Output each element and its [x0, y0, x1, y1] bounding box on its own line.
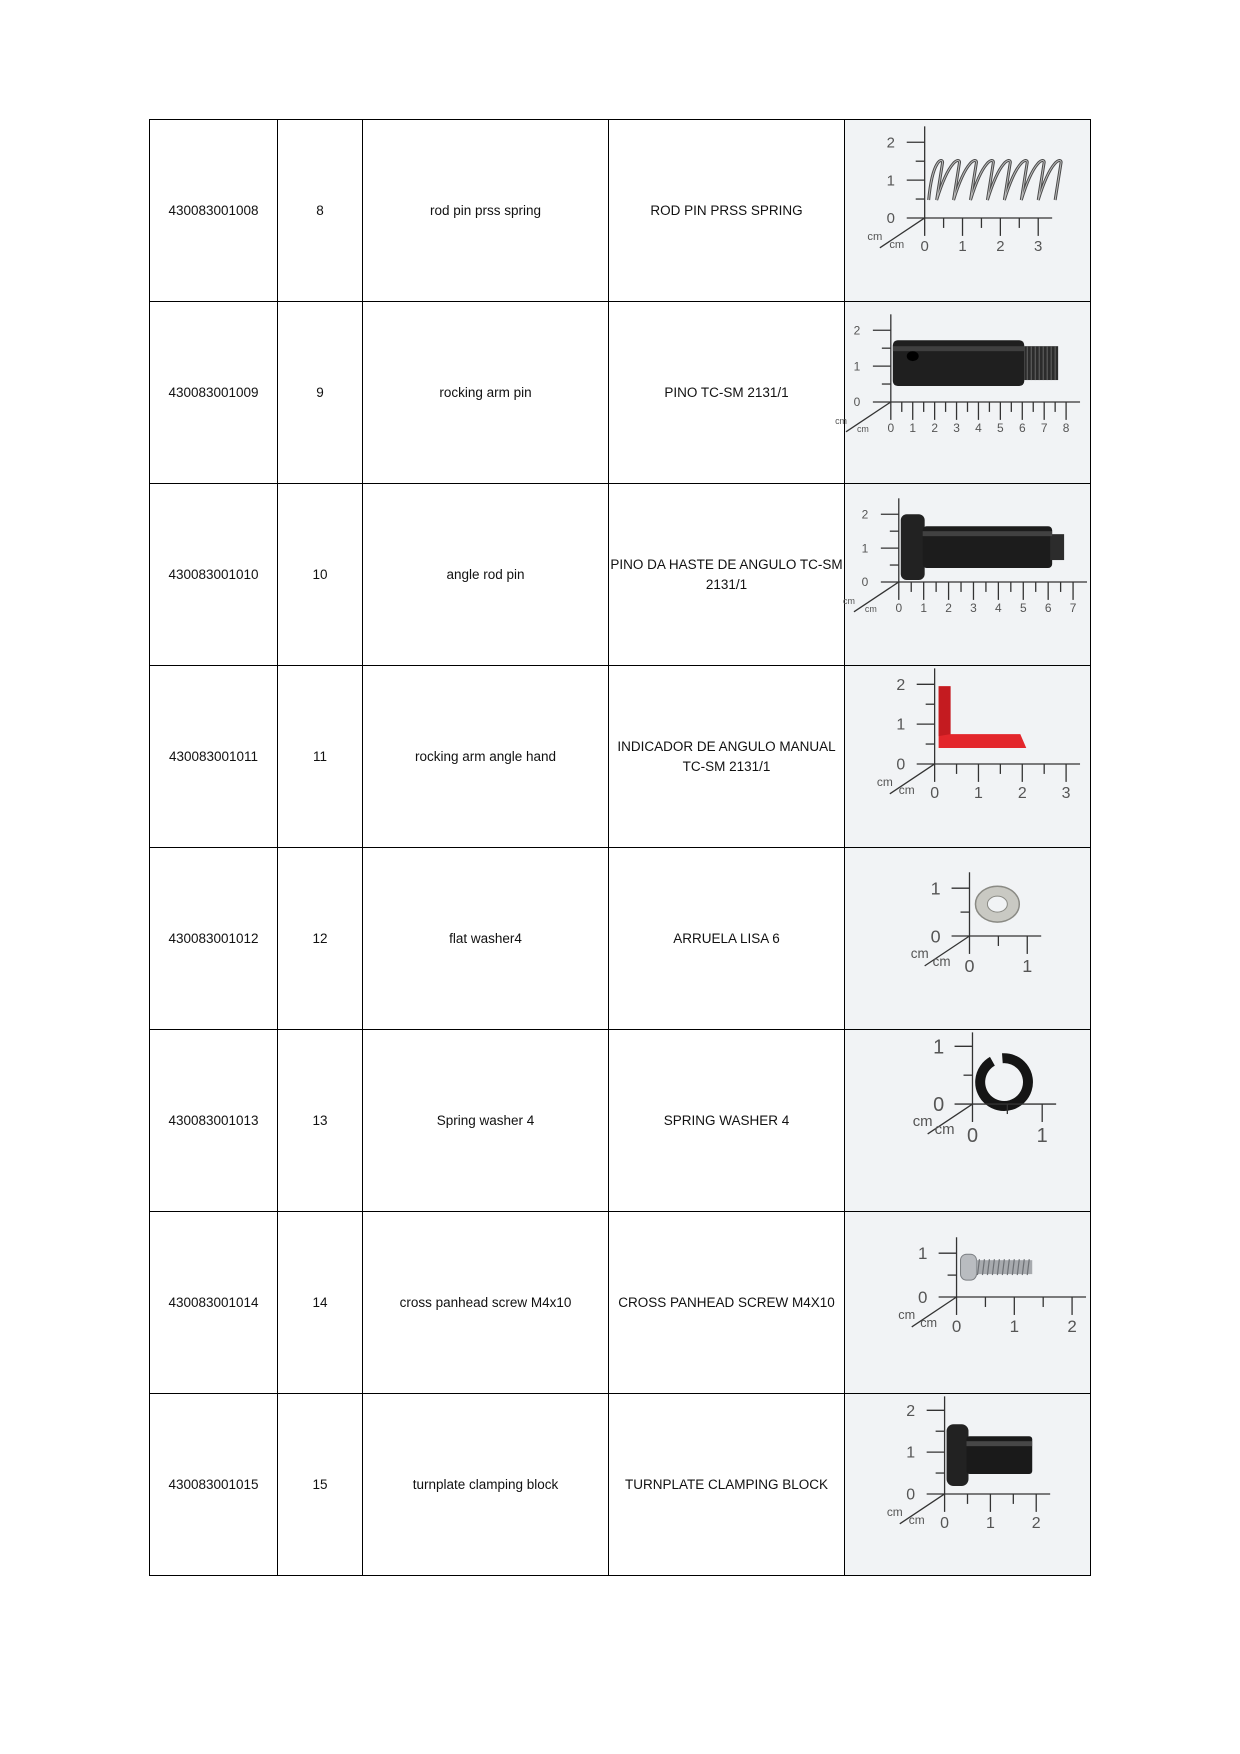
- scale-y-label: 2: [906, 1402, 916, 1420]
- scale-x-label: 0: [930, 784, 940, 802]
- scale-x-label: 0: [920, 237, 929, 255]
- description-pt: ROD PIN PRSS SPRING: [650, 202, 803, 218]
- description-en-cell: [363, 484, 609, 666]
- description-en: Spring washer 4: [436, 1112, 535, 1128]
- part-photo-cell: [845, 1212, 1091, 1394]
- part-code-cell: [150, 848, 278, 1030]
- item-number-cell: [278, 1394, 363, 1576]
- scale-x-label: 2: [1067, 1316, 1077, 1336]
- item-number: 14: [312, 1294, 328, 1310]
- pin-icon: [893, 340, 1058, 386]
- part-photo: [845, 848, 1090, 1029]
- part-photo: [845, 484, 1090, 665]
- scale-x-label: 8: [1062, 420, 1070, 435]
- description-pt-cell: [609, 1030, 845, 1212]
- photo-background: [845, 302, 1090, 482]
- scale-y-label: 0: [930, 926, 941, 947]
- item-number-cell: [278, 1030, 363, 1212]
- table-row: [150, 1030, 1091, 1212]
- scale-x-label: 2: [1031, 1514, 1041, 1532]
- part-code: 430083001012: [168, 930, 259, 946]
- part-photo-cell: [845, 120, 1091, 302]
- description-pt: ARRUELA LISA 6: [673, 930, 780, 946]
- scale-y-label: 0: [853, 395, 861, 410]
- scale-unit-label: cm: [843, 595, 855, 606]
- scale-x-label: 1: [920, 600, 927, 615]
- table-row: [150, 120, 1091, 302]
- scale-unit-label: cm: [856, 423, 869, 434]
- part-code-cell: [150, 666, 278, 848]
- scale-unit-label: cm: [932, 953, 951, 969]
- scale-y-label: 0: [933, 1094, 945, 1117]
- description-en: flat washer4: [449, 930, 522, 946]
- scale-y-label: 2: [886, 134, 895, 152]
- part-code-cell: [150, 120, 278, 302]
- description-pt-cell: [609, 666, 845, 848]
- scale-x-label: 7: [1040, 420, 1048, 435]
- scale-x-label: 0: [964, 955, 975, 976]
- scale-x-label: 3: [1061, 784, 1071, 802]
- description-en: rod pin prss spring: [429, 202, 542, 218]
- item-number: 9: [316, 384, 324, 400]
- scale-y-label: 1: [886, 172, 895, 190]
- table-row: [150, 1394, 1091, 1576]
- part-photo-cell: [845, 848, 1091, 1030]
- scale-y-label: 2: [853, 323, 861, 338]
- scale-x-label: 0: [887, 420, 895, 435]
- description-en: rocking arm angle hand: [414, 748, 557, 764]
- description-en-cell: [363, 1212, 609, 1394]
- scale-unit-label: cm: [886, 1504, 903, 1519]
- photo-background: [845, 484, 1090, 664]
- scale-unit-label: cm: [876, 774, 893, 789]
- part-photo-cell: [835, 302, 1091, 484]
- description-pt: PINO TC-SM 2131/1: [664, 384, 789, 400]
- scale-y-label: 0: [917, 1287, 928, 1307]
- part-code: 430083001009: [168, 384, 259, 400]
- parts-table: [149, 119, 1091, 1576]
- item-number: 8: [316, 202, 324, 218]
- part-code-cell: [150, 484, 278, 666]
- scale-y-label: 0: [896, 756, 906, 774]
- scale-x-label: 3: [953, 420, 960, 435]
- photo-background: [845, 1030, 1090, 1210]
- scale-x-label: 1: [1009, 1316, 1020, 1336]
- description-pt: CROSS PANHEAD SCREW M4X10: [618, 1294, 835, 1310]
- scale-x-label: 1: [958, 237, 967, 255]
- scale-y-label: 1: [930, 878, 941, 899]
- part-photo: [845, 1212, 1090, 1393]
- item-number-cell: [278, 302, 363, 484]
- scale-y-label: 0: [906, 1486, 916, 1504]
- item-number: 15: [312, 1476, 328, 1492]
- item-number: 10: [312, 566, 328, 582]
- scale-y-label: 1: [917, 1244, 928, 1264]
- scale-x-label: 4: [975, 420, 982, 435]
- description-pt-cell: [609, 848, 845, 1030]
- scale-x-label: 1: [1036, 1124, 1048, 1147]
- scale-y-label: 1: [933, 1036, 945, 1059]
- table-row: [150, 666, 1091, 848]
- item-number: 11: [312, 748, 327, 764]
- description-en-cell: [363, 1394, 609, 1576]
- item-number-cell: [278, 120, 363, 302]
- description-pt-cell: [609, 120, 845, 302]
- scale-x-label: 5: [1019, 600, 1027, 615]
- part-code: 430083001013: [168, 1112, 259, 1128]
- description-pt-cell: [609, 302, 845, 484]
- scale-unit-label: cm: [898, 782, 915, 797]
- scale-x-label: 2: [931, 420, 938, 435]
- description-pt-cell: [609, 1394, 845, 1576]
- table-row: [150, 302, 1091, 484]
- item-number: 12: [312, 930, 328, 946]
- description-en-cell: [363, 120, 609, 302]
- item-number-cell: [278, 848, 363, 1030]
- scale-y-label: 2: [896, 676, 906, 694]
- photo-background: [845, 848, 1090, 1028]
- photo-background: [845, 666, 1090, 846]
- part-code-cell: [150, 1212, 278, 1394]
- table-row: [150, 848, 1091, 1030]
- scale-x-label: 0: [966, 1124, 979, 1147]
- scale-x-label: 4: [995, 600, 1002, 615]
- part-photo-cell: [845, 484, 1091, 666]
- scale-unit-label: cm: [898, 1307, 916, 1322]
- description-en: cross panhead screw M4x10: [399, 1294, 572, 1310]
- scale-x-label: 2: [945, 600, 952, 615]
- washer-icon: [975, 886, 1019, 922]
- scale-x-label: 3: [970, 600, 977, 615]
- item-number-cell: [278, 666, 363, 848]
- scale-x-label: 6: [1044, 600, 1052, 615]
- description-pt: PINO DA HASTE DE ANGULO TC-SM 2131/1: [610, 556, 843, 592]
- part-code: 430083001010: [168, 566, 259, 582]
- part-code-cell: [150, 302, 278, 484]
- scale-x-label: 5: [997, 420, 1004, 435]
- scale-unit-label: cm: [889, 238, 905, 251]
- scale-y-label: 1: [861, 541, 869, 556]
- description-en: rocking arm pin: [439, 384, 532, 400]
- item-number-cell: [278, 484, 363, 666]
- part-photo: [845, 1394, 1090, 1575]
- scale-unit-label: cm: [908, 1512, 925, 1527]
- photo-background: [845, 120, 1090, 300]
- description-en-cell: [363, 302, 609, 484]
- scale-x-label: 2: [996, 237, 1005, 255]
- part-code-cell: [150, 1030, 278, 1212]
- scale-y-label: 0: [861, 575, 869, 590]
- part-code: 430083001015: [168, 1476, 259, 1492]
- part-code: 430083001008: [168, 202, 259, 218]
- part-photo-cell: [845, 1394, 1091, 1576]
- description-pt: INDICADOR DE ANGULO MANUAL TC-SM 2131/1: [617, 738, 836, 774]
- description-en: angle rod pin: [446, 566, 525, 582]
- scale-y-label: 1: [896, 716, 906, 734]
- description-pt-cell: [609, 484, 845, 666]
- description-pt: SPRING WASHER 4: [663, 1112, 790, 1128]
- scale-x-label: 0: [951, 1316, 962, 1336]
- part-code: 430083001011: [168, 748, 259, 764]
- scale-y-label: 2: [861, 507, 869, 522]
- scale-x-label: 2: [1017, 784, 1027, 802]
- scale-unit-label: cm: [920, 1315, 938, 1330]
- part-photo: [845, 1030, 1090, 1211]
- scale-x-label: 0: [895, 600, 903, 615]
- scale-x-label: 0: [940, 1514, 950, 1532]
- description-pt: TURNPLATE CLAMPING BLOCK: [624, 1476, 829, 1492]
- table-row: [150, 484, 1091, 666]
- part-photo: [845, 120, 1090, 301]
- part-code-cell: [150, 1394, 278, 1576]
- scale-x-label: 6: [1018, 420, 1026, 435]
- scale-unit-label: cm: [912, 1112, 933, 1130]
- description-en-cell: [363, 848, 609, 1030]
- scale-x-label: 1: [909, 420, 917, 435]
- scale-x-label: 3: [1034, 237, 1043, 255]
- scale-y-label: 1: [906, 1444, 916, 1462]
- scale-unit-label: cm: [867, 230, 883, 243]
- table-row: [150, 1212, 1091, 1394]
- description-en: turnplate clamping block: [412, 1476, 559, 1492]
- part-code: 430083001014: [168, 1294, 259, 1310]
- description-en-cell: [363, 1030, 609, 1212]
- scale-unit-label: cm: [910, 945, 929, 961]
- description-en-cell: [363, 666, 609, 848]
- parts-table-body: [150, 120, 1091, 1576]
- scale-x-label: 1: [974, 784, 983, 802]
- photo-background: [845, 1212, 1090, 1392]
- part-photo: [845, 666, 1090, 847]
- scale-x-label: 7: [1069, 600, 1077, 615]
- part-photo-cell: [845, 1030, 1091, 1212]
- photo-background: [845, 1394, 1090, 1574]
- scale-x-label: 1: [1022, 955, 1033, 976]
- part-photo: [835, 302, 1090, 483]
- scale-y-label: 0: [886, 210, 895, 228]
- scale-x-label: 1: [985, 1514, 995, 1532]
- scale-unit-label: cm: [835, 415, 847, 426]
- description-pt-cell: [609, 1212, 845, 1394]
- scale-y-label: 1: [853, 359, 861, 374]
- scale-unit-label: cm: [934, 1120, 955, 1138]
- item-number: 13: [312, 1112, 328, 1128]
- part-photo-cell: [845, 666, 1091, 848]
- scale-unit-label: cm: [864, 603, 877, 614]
- item-number-cell: [278, 1212, 363, 1394]
